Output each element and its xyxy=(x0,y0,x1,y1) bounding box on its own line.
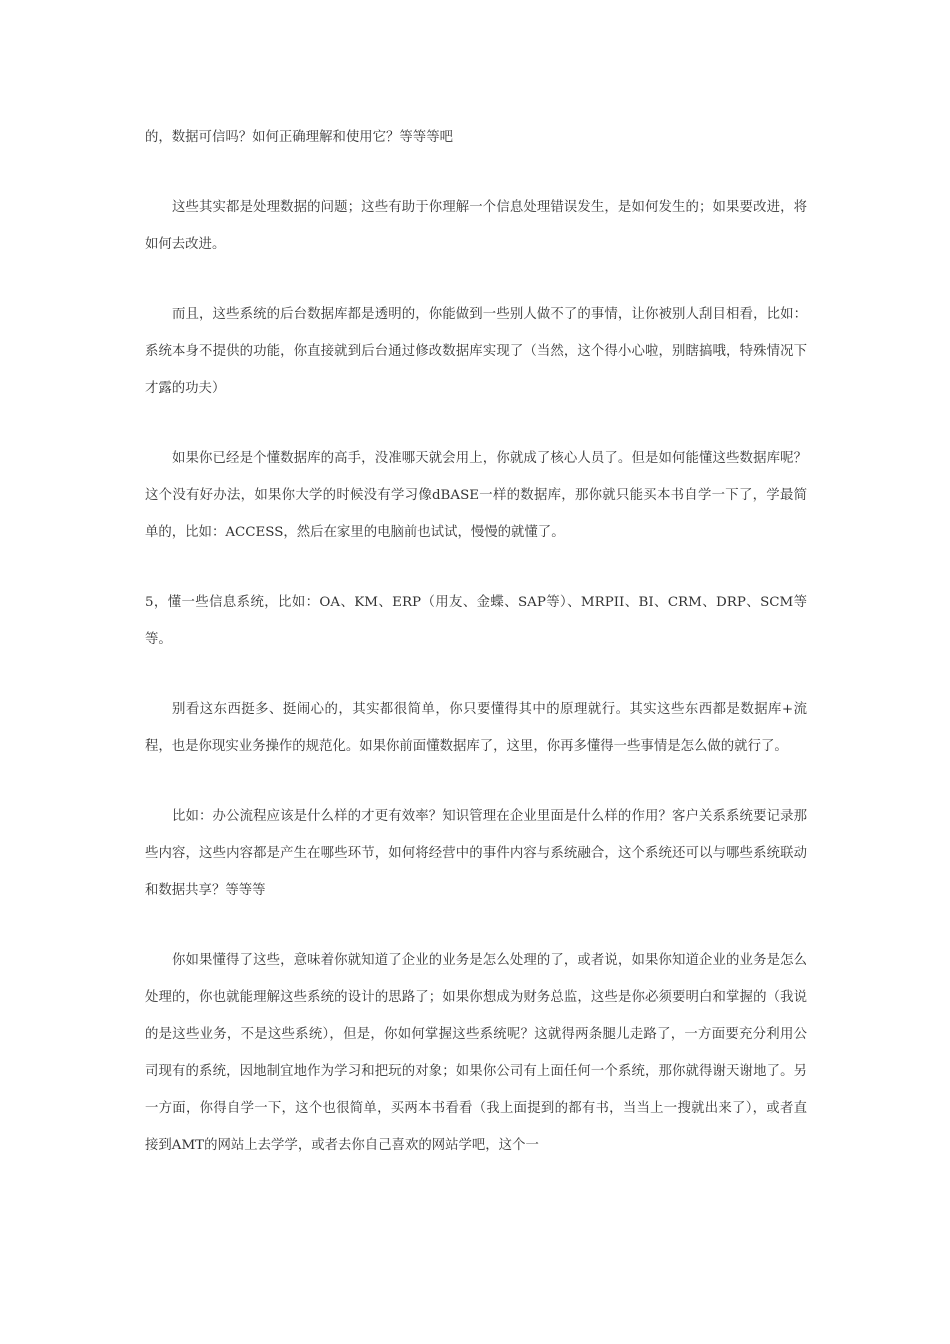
paragraph-gap xyxy=(145,658,807,691)
paragraph-6: 别看这东西挺多、挺闹心的，其实都很简单，你只要懂得其中的原理就行。其实这些东西都是数据库+流程，也是你现实业务操作的规范化。如果你前面懂数据库了，这里，你再多懂得一些事情是怎么做的就行了。 xyxy=(145,702,807,754)
paragraph-5-heading: 5，懂一些信息系统，比如：OA、KM、ERP（用友、金蝶、SAP等）、MRPII、BI、CRM、DRP、SCM等等。 xyxy=(145,595,807,647)
paragraph-gap xyxy=(145,551,807,584)
paragraph-1: 的，数据可信吗？如何正确理解和使用它？等等等吧 xyxy=(145,130,453,145)
document-body xyxy=(145,119,807,1164)
paragraph-gap xyxy=(145,909,807,942)
paragraph-3: 而且，这些系统的后台数据库都是透明的，你能做到一些别人做不了的事情，让你被别人刮目相看，比如：系统本身不提供的功能，你直接就到后台通过修改数据库实现了（当然，这个得小心啦，别瞎搞哦，特殊情况下才露的功夫） xyxy=(145,307,807,396)
paragraph-2: 这些其实都是处理数据的问题；这些有助于你理解一个信息处理错误发生，是如何发生的；如果要改进，将如何去改进。 xyxy=(145,200,807,252)
paragraph-gap xyxy=(145,765,807,798)
paragraph-4: 如果你已经是个懂数据库的高手，没准哪天就会用上，你就成了核心人员了。但是如何能懂这些数据库呢？这个没有好办法，如果你大学的时候没有学习像dBASE一样的数据库，那你就只能买本书自学一下了，学最简单的，比如：ACCESS，然后在家里的电脑前也试试，慢慢的就懂了。 xyxy=(145,451,807,540)
paragraph-7: 比如：办公流程应该是什么样的才更有效率？知识管理在企业里面是什么样的作用？客户关系系统要记录那些内容，这些内容都是产生在哪些环节，如何将经营中的事件内容与系统融合，这个系统还可以与哪些系统联动和数据共享？等等等 xyxy=(145,809,807,898)
paragraph-8: 你如果懂得了这些，意味着你就知道了企业的业务是怎么处理的了，或者说，如果你知道企业的业务是怎么处理的，你也就能理解这些系统的设计的思路了；如果你想成为财务总监，这些是你必须要明白和掌握的（我说的是这些业务，不是这些系统），但是，你如何掌握这些系统呢？这就得两条腿儿走路了，一方面要充分利用公司现有的系统，因地制宜地作为学习和把玩的对象；如果你公司有上面任何一个系统，那你就得谢天谢地了。另一方面，你得自学一下，这个也很简单，买两本书看看（我上面提到的都有书，当当上一搜就出来了），或者直接到AMT的网站上去学学，或者去你自己喜欢的网站学吧，这个一 xyxy=(145,953,807,1153)
paragraph-gap xyxy=(145,407,807,440)
paragraph-gap xyxy=(145,263,807,296)
paragraph-gap xyxy=(145,156,807,189)
